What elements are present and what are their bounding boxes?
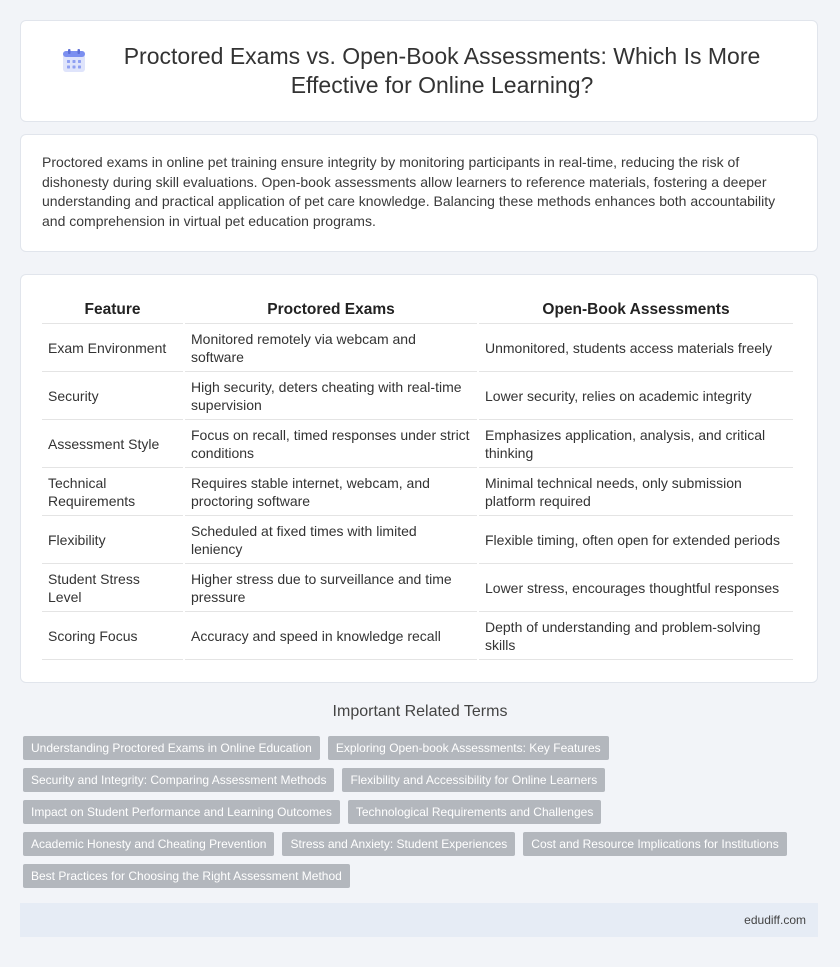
feature-cell: Security xyxy=(42,372,183,420)
open-book-cell: Lower security, relies on academic integrity xyxy=(479,372,793,420)
footer-site-link[interactable]: edudiff.com xyxy=(744,913,806,927)
intro-paragraph: Proctored exams in online pet training ensure integrity by monitoring participants in real-time, reducing the risk of dishonesty during skill evaluations. Open-book assessments allow learners to reference materials, fostering a deeper understanding and practical application of pet care knowledge. Balancing these methods enhances both accountability and comprehension in virtual pet education programs. xyxy=(42,154,776,229)
table-row xyxy=(42,468,793,516)
feature-cell: Flexibility xyxy=(42,516,183,564)
related-term-tag[interactable]: Technological Requirements and Challenges xyxy=(348,800,601,824)
proctored-cell: Requires stable internet, webcam, and proctoring software xyxy=(185,468,477,516)
proctored-cell: Focus on recall, timed responses under strict conditions xyxy=(185,420,477,468)
table-row xyxy=(42,420,793,468)
proctored-cell: Higher stress due to surveillance and time pressure xyxy=(185,564,477,612)
page-title: Proctored Exams vs. Open-Book Assessments: Which Is More Effective for Online Learning? xyxy=(123,43,761,98)
table-row xyxy=(42,564,793,612)
proctored-cell: Scheduled at fixed times with limited leniency xyxy=(185,516,477,564)
tag-row xyxy=(23,832,823,856)
open-book-cell: Lower stress, encourages thoughtful responses xyxy=(479,564,793,612)
related-terms-list xyxy=(23,736,823,896)
feature-cell: Exam Environment xyxy=(42,324,183,372)
related-terms-title: Important Related Terms xyxy=(332,703,508,720)
comparison-table xyxy=(40,295,795,660)
tag-row xyxy=(23,800,823,824)
open-book-cell: Emphasizes application, analysis, and critical thinking xyxy=(479,420,793,468)
calendar-icon xyxy=(61,48,87,74)
related-term-tag[interactable]: Understanding Proctored Exams in Online Education xyxy=(23,736,320,760)
proctored-cell: Monitored remotely via webcam and software xyxy=(185,324,477,372)
tag-row xyxy=(23,864,823,888)
open-book-cell: Depth of understanding and problem-solving skills xyxy=(479,612,793,660)
related-term-tag[interactable]: Stress and Anxiety: Student Experiences xyxy=(282,832,515,856)
related-term-tag[interactable]: Flexibility and Accessibility for Online Learners xyxy=(342,768,605,792)
related-term-tag[interactable]: Cost and Resource Implications for Institutions xyxy=(523,832,786,856)
proctored-cell: High security, deters cheating with real-time supervision xyxy=(185,372,477,420)
related-term-tag[interactable]: Security and Integrity: Comparing Assessment Methods xyxy=(23,768,334,792)
header-open-book: Open-Book Assessments xyxy=(479,295,793,324)
tag-row xyxy=(23,736,823,760)
title-wrap xyxy=(21,42,817,100)
feature-cell: Scoring Focus xyxy=(42,612,183,660)
open-book-cell: Flexible timing, often open for extended periods xyxy=(479,516,793,564)
feature-cell: Student Stress Level xyxy=(42,564,183,612)
table-row xyxy=(42,324,793,372)
feature-cell: Technical Requirements xyxy=(42,468,183,516)
table-header-row xyxy=(42,295,793,324)
header-proctored: Proctored Exams xyxy=(185,295,477,324)
related-term-tag[interactable]: Impact on Student Performance and Learning Outcomes xyxy=(23,800,340,824)
intro-card xyxy=(20,134,818,252)
table-row xyxy=(42,372,793,420)
comparison-card xyxy=(20,274,818,683)
related-term-tag[interactable]: Exploring Open-book Assessments: Key Features xyxy=(328,736,609,760)
tag-row xyxy=(23,768,823,792)
footer xyxy=(20,903,818,937)
header-feature: Feature xyxy=(42,295,183,324)
related-term-tag[interactable]: Academic Honesty and Cheating Prevention xyxy=(23,832,274,856)
proctored-cell: Accuracy and speed in knowledge recall xyxy=(185,612,477,660)
open-book-cell: Minimal technical needs, only submission platform required xyxy=(479,468,793,516)
table-row xyxy=(42,516,793,564)
related-term-tag[interactable]: Best Practices for Choosing the Right Assessment Method xyxy=(23,864,350,888)
feature-cell: Assessment Style xyxy=(42,420,183,468)
table-row xyxy=(42,612,793,660)
title-card xyxy=(20,20,818,122)
open-book-cell: Unmonitored, students access materials freely xyxy=(479,324,793,372)
